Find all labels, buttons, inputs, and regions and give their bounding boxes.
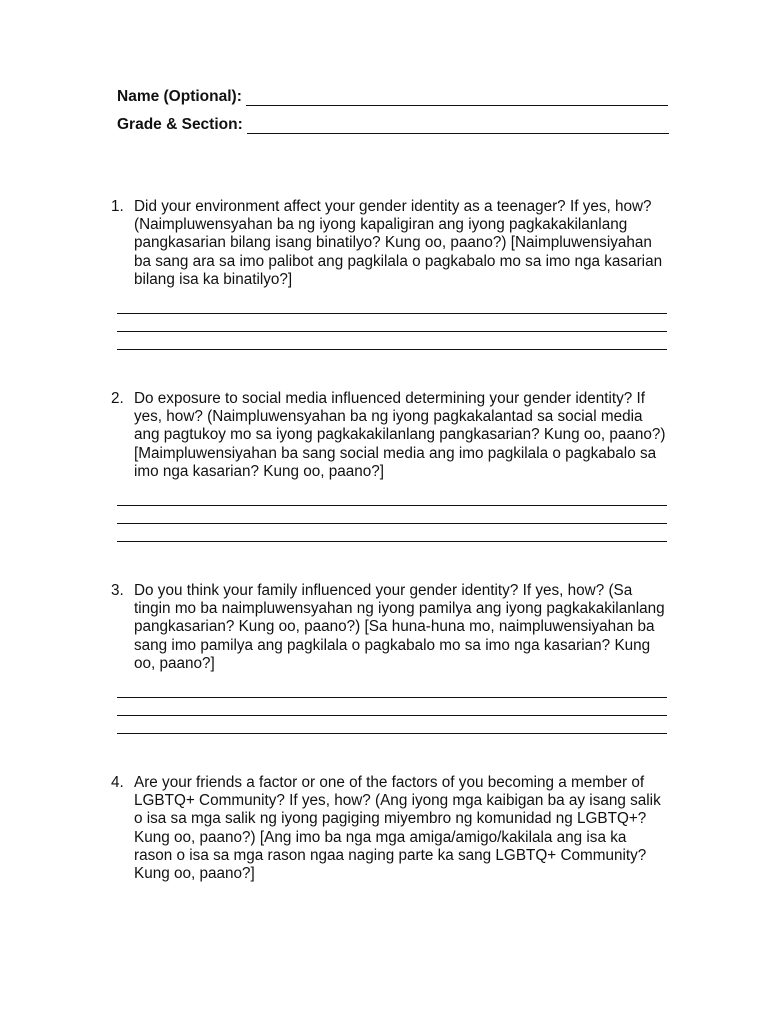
answer-line[interactable] [117, 523, 667, 524]
answer-line[interactable] [117, 505, 667, 506]
name-field [117, 88, 668, 106]
grade-section-label: Grade & Section: [117, 116, 243, 133]
name-label: Name (Optional): [117, 88, 242, 105]
question-number: 4. [111, 774, 124, 791]
answer-line[interactable] [117, 541, 667, 542]
question-text: Do exposure to social media influenced determining your gender identity? If yes, how? (Naimpluwensyahan ba ng iyong pagkakalantad sa social media ang pagtukoy mo sa iyong pagkakakilanlang pangkasarian? Kung oo, paano?) [Maimpluwensiyahan ba sang social media ang imo pagkilala o pagkabalo sa imo nga kasarian? Kung oo, paano?] [134, 390, 666, 480]
answer-line[interactable] [117, 715, 667, 716]
question-3 [111, 582, 671, 673]
question-text: Did your environment affect your gender identity as a teenager? If yes, how? (Naimpluwensyahan ba ng iyong kapaligiran ang iyong pagkakakilanlang pangkasarian bilang isang binatilyo? Kung oo, paano?) [Naimpluwensiyahan ba sang ara sa imo palibot ang pagkilala o pagkabalo mo sa imo nga kasarian bilang isa ka binatilyo?] [134, 198, 663, 288]
answer-line[interactable] [117, 349, 667, 350]
question-number: 1. [111, 198, 124, 215]
question-2 [111, 390, 671, 481]
question-1 [111, 198, 671, 289]
grade-section-field [117, 116, 669, 134]
answer-line[interactable] [117, 331, 667, 332]
grade-section-blank-line[interactable] [247, 118, 669, 134]
question-text: Do you think your family influenced your gender identity? If yes, how? (Sa tingin mo ba naimpluwensyahan ng iyong pamilya ang iyong pagkakakilanlang pangkasarian? Kung oo, paano?) [Sa huna-huna mo, naimpluwensiyahan ba sang imo pamilya ang pagkilala o pagkabalo mo sa imo nga kasarian? Kung oo, paano?] [134, 582, 665, 672]
answer-line[interactable] [117, 697, 667, 698]
name-blank-line[interactable] [246, 90, 668, 106]
answer-line[interactable] [117, 733, 667, 734]
answer-line[interactable] [117, 313, 667, 314]
question-number: 3. [111, 582, 124, 599]
question-number: 2. [111, 390, 124, 407]
question-text: Are your friends a factor or one of the factors of you becoming a member of LGBTQ+ Community? If yes, how? (Ang iyong mga kaibigan ba ay isang salik o isa sa mga salik ng iyong pagiging miyembro ng komunidad ng LGBTQ+? Kung oo, paano?) [Ang imo ba nga mga amiga/amigo/kakilala ang isa ka rason o isa sa mga rason ngaa naging parte ka sang LGBTQ+ Community? Kung oo, paano?] [134, 774, 661, 883]
question-4 [111, 774, 671, 883]
